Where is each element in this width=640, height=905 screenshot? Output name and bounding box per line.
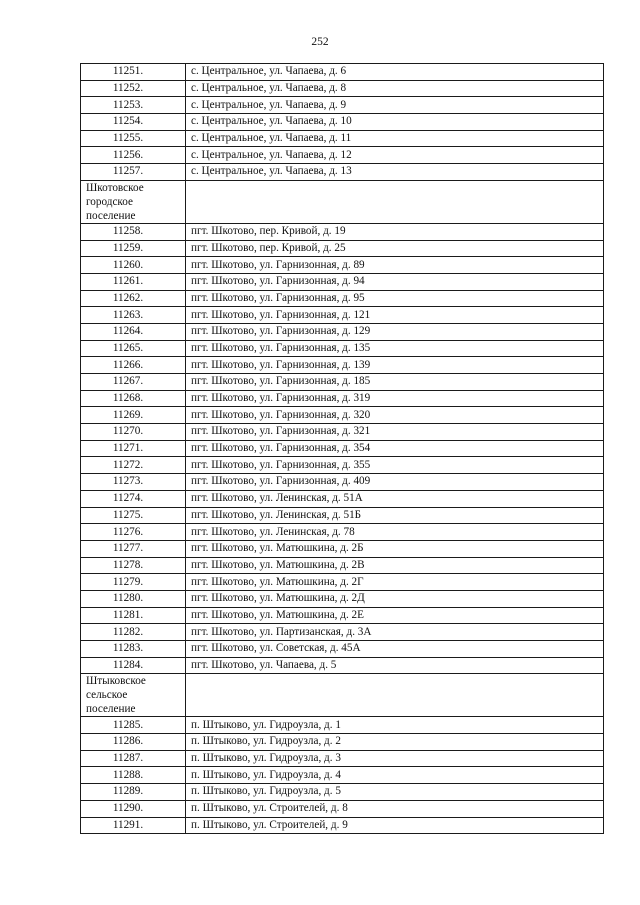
row-number: 11288.: [81, 767, 186, 784]
row-number: 11278.: [81, 557, 186, 574]
table-row: [81, 97, 604, 114]
row-address: пгт. Шкотово, ул. Гарнизонная, д. 89: [186, 257, 604, 274]
row-address: п. Штыково, ул. Строителей, д. 8: [186, 800, 604, 817]
row-number: 11260.: [81, 257, 186, 274]
row-address: пгт. Шкотово, ул. Ленинская, д. 51А: [186, 490, 604, 507]
table-row: [81, 641, 604, 658]
address-table-body: [81, 64, 604, 834]
table-row: [81, 734, 604, 751]
row-address: пгт. Шкотово, ул. Гарнизонная, д. 185: [186, 374, 604, 391]
table-row: [81, 817, 604, 834]
row-address: с. Центральное, ул. Чапаева, д. 8: [186, 80, 604, 97]
row-number: 11252.: [81, 80, 186, 97]
row-address: пгт. Шкотово, ул. Гарнизонная, д. 409: [186, 474, 604, 491]
table-row: [81, 357, 604, 374]
row-address: пгт. Шкотово, ул. Гарнизонная, д. 129: [186, 323, 604, 340]
table-row: [81, 114, 604, 131]
row-number: 11254.: [81, 114, 186, 131]
row-number: 11279.: [81, 574, 186, 591]
row-address: п. Штыково, ул. Гидроузла, д. 1: [186, 717, 604, 734]
table-row: [81, 130, 604, 147]
row-address: пгт. Шкотово, ул. Гарнизонная, д. 135: [186, 340, 604, 357]
row-number: 11273.: [81, 474, 186, 491]
table-row: [81, 64, 604, 81]
row-address: пгт. Шкотово, ул. Гарнизонная, д. 319: [186, 390, 604, 407]
row-number: 11287.: [81, 750, 186, 767]
row-number: 11257.: [81, 164, 186, 181]
table-row: [81, 164, 604, 181]
table-row: [81, 457, 604, 474]
table-row: [81, 374, 604, 391]
row-address: пгт. Шкотово, ул. Гарнизонная, д. 121: [186, 307, 604, 324]
table-row: [81, 607, 604, 624]
row-address: пгт. Шкотово, ул. Гарнизонная, д. 95: [186, 290, 604, 307]
row-address: с. Центральное, ул. Чапаева, д. 11: [186, 130, 604, 147]
table-row: [81, 340, 604, 357]
table-row: [81, 390, 604, 407]
row-number: 11258.: [81, 223, 186, 240]
section-row: [81, 180, 604, 223]
section-row: [81, 674, 604, 717]
row-address: пгт. Шкотово, пер. Кривой, д. 25: [186, 240, 604, 257]
row-number: 11289.: [81, 784, 186, 801]
table-row: [81, 424, 604, 441]
row-number: 11251.: [81, 64, 186, 81]
section-name: Шкотовское городское поселение: [81, 180, 186, 223]
table-row: [81, 800, 604, 817]
row-number: 11280.: [81, 590, 186, 607]
row-address: пгт. Шкотово, ул. Матюшкина, д. 2Б: [186, 540, 604, 557]
table-row: [81, 490, 604, 507]
row-number: 11267.: [81, 374, 186, 391]
table-row: [81, 540, 604, 557]
table-row: [81, 240, 604, 257]
table-row: [81, 80, 604, 97]
row-address: с. Центральное, ул. Чапаева, д. 6: [186, 64, 604, 81]
row-number: 11276.: [81, 524, 186, 541]
section-empty-cell: [186, 674, 604, 717]
row-address: пгт. Шкотово, ул. Гарнизонная, д. 354: [186, 440, 604, 457]
row-address: пгт. Шкотово, ул. Ленинская, д. 78: [186, 524, 604, 541]
row-number: 11264.: [81, 323, 186, 340]
row-address: пгт. Шкотово, ул. Матюшкина, д. 2В: [186, 557, 604, 574]
row-address: с. Центральное, ул. Чапаева, д. 12: [186, 147, 604, 164]
row-address: с. Центральное, ул. Чапаева, д. 9: [186, 97, 604, 114]
table-row: [81, 323, 604, 340]
row-address: пгт. Шкотово, пер. Кривой, д. 19: [186, 223, 604, 240]
section-empty-cell: [186, 180, 604, 223]
table-row: [81, 657, 604, 674]
row-number: 11253.: [81, 97, 186, 114]
table-row: [81, 717, 604, 734]
table-row: [81, 767, 604, 784]
row-address: пгт. Шкотово, ул. Гарнизонная, д. 355: [186, 457, 604, 474]
row-number: 11261.: [81, 273, 186, 290]
row-address: пгт. Шкотово, ул. Гарнизонная, д. 94: [186, 273, 604, 290]
row-number: 11284.: [81, 657, 186, 674]
row-address: пгт. Шкотово, ул. Ленинская, д. 51Б: [186, 507, 604, 524]
row-address: пгт. Шкотово, ул. Матюшкина, д. 2Д: [186, 590, 604, 607]
row-number: 11268.: [81, 390, 186, 407]
table-row: [81, 440, 604, 457]
row-number: 11270.: [81, 424, 186, 441]
table-row: [81, 557, 604, 574]
table-row: [81, 474, 604, 491]
row-number: 11274.: [81, 490, 186, 507]
row-address: пгт. Шкотово, ул. Чапаева, д. 5: [186, 657, 604, 674]
row-number: 11259.: [81, 240, 186, 257]
table-row: [81, 624, 604, 641]
row-number: 11290.: [81, 800, 186, 817]
row-address: пгт. Шкотово, ул. Матюшкина, д. 2Е: [186, 607, 604, 624]
table-row: [81, 750, 604, 767]
row-number: 11256.: [81, 147, 186, 164]
row-address: пгт. Шкотово, ул. Гарнизонная, д. 321: [186, 424, 604, 441]
row-address: с. Центральное, ул. Чапаева, д. 13: [186, 164, 604, 181]
row-number: 11286.: [81, 734, 186, 751]
page-number: 252: [311, 36, 329, 48]
table-row: [81, 784, 604, 801]
table-row: [81, 590, 604, 607]
row-number: 11281.: [81, 607, 186, 624]
row-address: п. Штыково, ул. Гидроузла, д. 2: [186, 734, 604, 751]
row-number: 11275.: [81, 507, 186, 524]
row-number: 11285.: [81, 717, 186, 734]
row-number: 11263.: [81, 307, 186, 324]
row-number: 11266.: [81, 357, 186, 374]
table-row: [81, 273, 604, 290]
address-table: [80, 63, 604, 834]
section-name: Штыковское сельское поселение: [81, 674, 186, 717]
row-number: 11269.: [81, 407, 186, 424]
row-number: 11262.: [81, 290, 186, 307]
row-number: 11277.: [81, 540, 186, 557]
row-number: 11272.: [81, 457, 186, 474]
row-address: п. Штыково, ул. Гидроузла, д. 4: [186, 767, 604, 784]
row-address: п. Штыково, ул. Строителей, д. 9: [186, 817, 604, 834]
table-row: [81, 307, 604, 324]
table-row: [81, 257, 604, 274]
table-row: [81, 407, 604, 424]
row-number: 11265.: [81, 340, 186, 357]
table-row: [81, 147, 604, 164]
table-row: [81, 524, 604, 541]
row-address: пгт. Шкотово, ул. Гарнизонная, д. 139: [186, 357, 604, 374]
row-address: пгт. Шкотово, ул. Гарнизонная, д. 320: [186, 407, 604, 424]
row-number: 11255.: [81, 130, 186, 147]
row-number: 11271.: [81, 440, 186, 457]
table-row: [81, 507, 604, 524]
table-row: [81, 290, 604, 307]
table-row: [81, 574, 604, 591]
row-address: пгт. Шкотово, ул. Партизанская, д. 3А: [186, 624, 604, 641]
row-number: 11282.: [81, 624, 186, 641]
row-address: пгт. Шкотово, ул. Советская, д. 45А: [186, 641, 604, 658]
table-row: [81, 223, 604, 240]
row-address: пгт. Шкотово, ул. Матюшкина, д. 2Г: [186, 574, 604, 591]
row-address: п. Штыково, ул. Гидроузла, д. 5: [186, 784, 604, 801]
row-number: 11283.: [81, 641, 186, 658]
row-address: п. Штыково, ул. Гидроузла, д. 3: [186, 750, 604, 767]
row-address: с. Центральное, ул. Чапаева, д. 10: [186, 114, 604, 131]
row-number: 11291.: [81, 817, 186, 834]
